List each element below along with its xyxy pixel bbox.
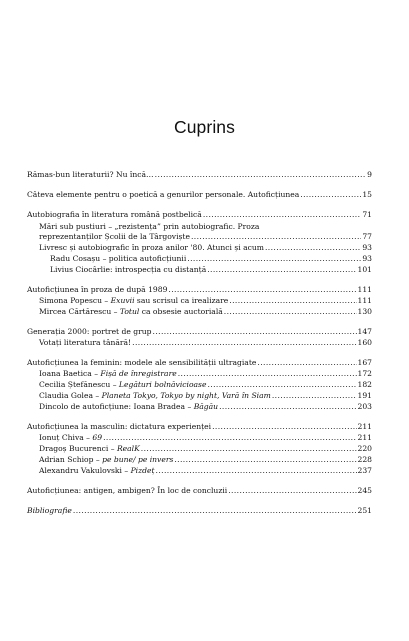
toc-entry-title: Rămas-bun literaturii? Nu încă… bbox=[27, 170, 154, 179]
dot-leader bbox=[219, 401, 356, 413]
dot-leader bbox=[156, 465, 357, 477]
toc-entry-page: 160 bbox=[357, 338, 372, 347]
dot-leader bbox=[207, 264, 356, 276]
toc-entry bbox=[50, 264, 372, 276]
toc-entry-page: 245 bbox=[357, 486, 372, 495]
toc-entry-title: Autoficțiunea la feminin: modele ale sensibilității ultragiate bbox=[27, 358, 257, 367]
toc-entry-title: Adrian Schiop – pe bune/ pe invers bbox=[39, 455, 174, 464]
toc-entry-title: Autobiografia în literatura română postbelică bbox=[27, 210, 202, 219]
dot-leader bbox=[203, 209, 362, 221]
toc-entry-page: 77 bbox=[362, 232, 372, 241]
toc-entry-page: 71 bbox=[362, 210, 372, 219]
toc-entry-page: 228 bbox=[357, 455, 372, 464]
toc-entry-title: Dincolo de autoficțiune: Ioana Bradea – Băgău bbox=[39, 402, 219, 411]
toc-entry bbox=[39, 306, 372, 318]
dot-leader bbox=[300, 189, 361, 201]
page-title: Cuprins bbox=[173, 117, 235, 137]
toc-entry-title: Autoficțiunea: antigen, ambigen? În loc de concluzii bbox=[27, 486, 228, 495]
toc-entry-title: Claudia Golea – Planeta Tokyo, Tokyo by night, Vară în Siam bbox=[39, 391, 271, 400]
toc-entry bbox=[39, 465, 372, 477]
toc-entry-page: 237 bbox=[357, 466, 372, 475]
toc-entry-title: Autoficțiunea în proza de după 1989 bbox=[27, 285, 168, 294]
toc-entry-page: 15 bbox=[362, 190, 372, 199]
toc-entry bbox=[27, 189, 372, 201]
toc-entry-title: Mări sub pustiuri – „rezistența” prin autobiografic. Proza bbox=[39, 222, 260, 231]
toc-entry-page: 111 bbox=[357, 296, 372, 305]
toc-entry bbox=[27, 505, 372, 517]
toc-entry-page: 130 bbox=[357, 307, 372, 316]
dot-leader bbox=[73, 505, 357, 517]
toc-entry-page: 101 bbox=[357, 265, 372, 274]
toc-entry-title: Radu Cosașu – politica autoficțiunii bbox=[50, 254, 187, 263]
toc-entry-page: 167 bbox=[357, 358, 372, 367]
toc-entry-title: Livresc și autobiografic în proza anilor '80. Atunci și acum bbox=[39, 243, 264, 252]
dot-leader bbox=[228, 485, 356, 497]
toc-entry-page: 172 bbox=[357, 369, 372, 378]
toc-entry-title: Livius Ciocârlie: introspecția cu distanță bbox=[50, 265, 207, 274]
toc-entry-title: reprezentanților Școlii de la Târgoviște bbox=[39, 232, 190, 241]
toc-entry-title: Ionuț Chiva – 69 bbox=[39, 433, 103, 442]
toc-entry bbox=[27, 209, 372, 221]
toc-entry-title: Simona Popescu – Exuvii sau scrisul ca irealizare bbox=[39, 296, 229, 305]
toc-entry-page: 93 bbox=[362, 254, 372, 263]
dot-leader bbox=[224, 306, 357, 318]
toc-entry-page: 111 bbox=[357, 285, 372, 294]
toc-entry-page: 211 bbox=[357, 433, 372, 442]
toc-entry-page: 211 bbox=[357, 422, 372, 431]
toc-entry-page: 220 bbox=[357, 444, 372, 453]
toc-entry-title: Cecilia Ștefănescu – Legături bolnăvicioase bbox=[39, 380, 207, 389]
toc-entry-title: Mircea Cărtărescu – Totul ca obsesie auctorială bbox=[39, 307, 223, 316]
toc-entry-title: Generația 2000: portret de grup bbox=[27, 327, 152, 336]
toc-entry-page: 251 bbox=[357, 506, 372, 515]
toc-entry-title: Ioana Baetica – Fișă de înregistrare bbox=[39, 369, 177, 378]
toc-entry-page: 203 bbox=[357, 402, 372, 411]
toc-entry-title: Câteva elemente pentru o poetică a genurilor personale. Autoficțiunea bbox=[27, 190, 300, 199]
toc-entry bbox=[27, 485, 372, 497]
toc-entry-title: Bibliografie bbox=[27, 506, 72, 515]
toc-entry-page: 9 bbox=[367, 170, 372, 179]
toc-entry-page: 147 bbox=[357, 327, 372, 336]
toc-entry-page: 191 bbox=[357, 391, 372, 400]
toc-entry bbox=[39, 337, 372, 349]
toc-entry bbox=[27, 169, 372, 181]
dot-leader bbox=[132, 337, 356, 349]
toc-entry-page: 93 bbox=[362, 243, 372, 252]
dot-leader bbox=[155, 169, 367, 181]
toc-entry-title: Autoficțiunea la masculin: dictatura experienței bbox=[27, 422, 212, 431]
toc-entry-title: Alexandru Vakulovski – Pizdeț bbox=[39, 466, 155, 475]
toc-entry-title: Votați literatura tânără! bbox=[39, 338, 132, 347]
toc-entry-page: 182 bbox=[357, 380, 372, 389]
toc-entry bbox=[39, 401, 372, 413]
toc-entry-title: Dragoș Bucurenci – RealK bbox=[39, 444, 140, 453]
